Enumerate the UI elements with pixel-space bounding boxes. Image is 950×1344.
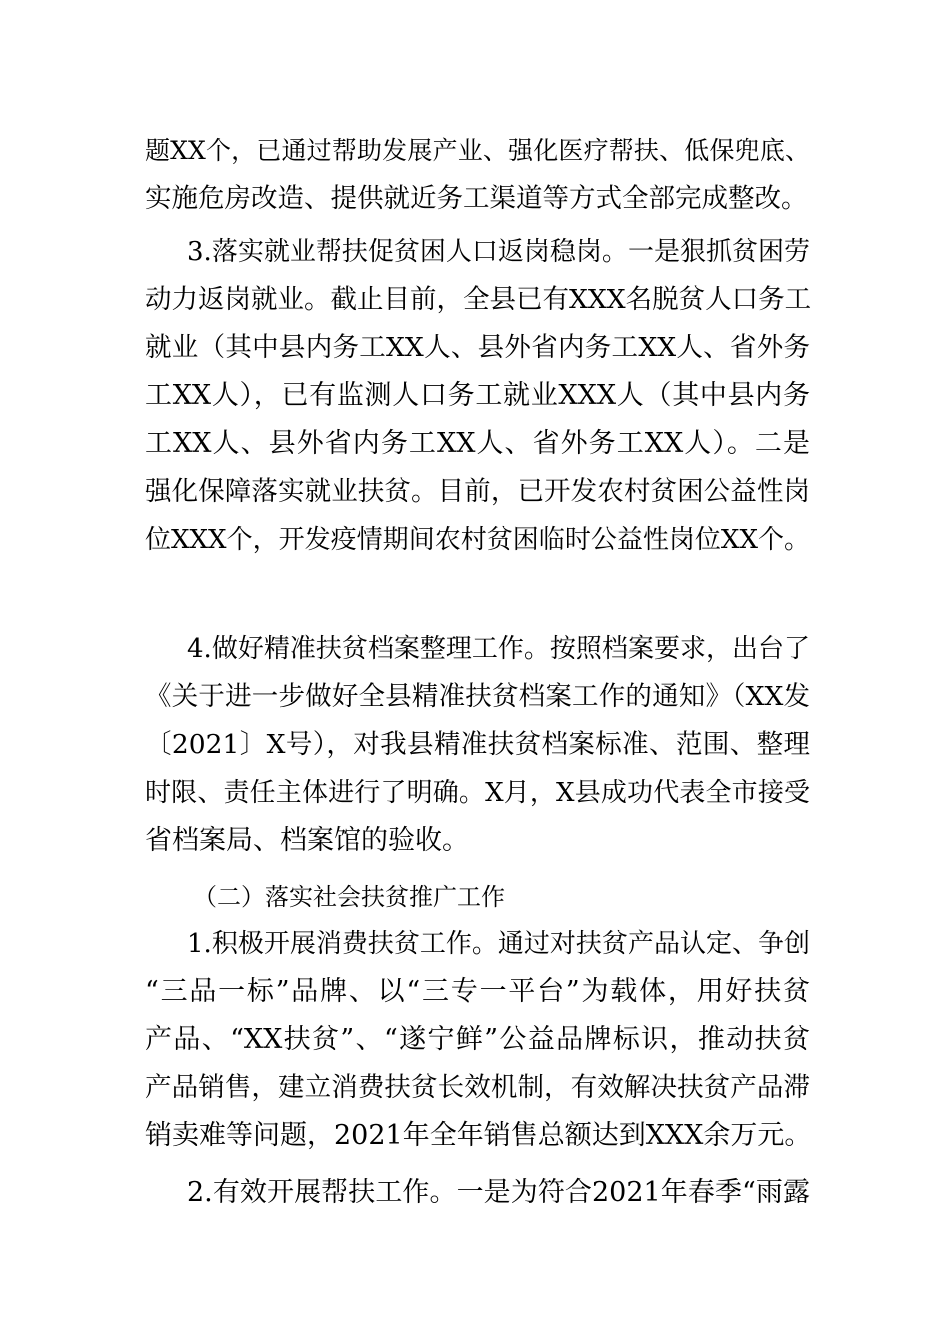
text-line: 4.做好精准扶贫档案整理工作。按照档案要求，出台了 — [187, 634, 810, 664]
text-line: 时限、责任主体进行了明确。X月，X县成功代表全市接受 — [145, 778, 810, 808]
paragraph-employment-assistance — [145, 228, 810, 564]
text-line: 省档案局、档案馆的验收。 — [145, 825, 469, 856]
text-line: 就业（其中县内务工XX人、县外省内务工XX人、省外务 — [145, 332, 810, 363]
text-line: 位XXX个，开发疫情期间农村贫困临时公益性岗位XX个。 — [145, 525, 810, 555]
section-heading-text: （二）落实社会扶贫推广工作 — [193, 883, 505, 911]
paragraph-archive-management — [145, 625, 810, 865]
paragraph-continuation — [145, 127, 810, 223]
text-line: 〔2021〕X号），对我县精准扶贫档案标准、范围、整理 — [145, 729, 810, 760]
text-line: 题XX个，已通过帮助发展产业、强化医疗帮扶、低保兜底、 — [145, 136, 810, 165]
text-line: 2.有效开展帮扶工作。一是为符合2021年春季“雨露 — [187, 1177, 810, 1208]
text-line: 产品、“XX扶贫”、“遂宁鲜”公益品牌标识，推动扶贫 — [145, 1024, 810, 1055]
section-heading — [145, 873, 810, 921]
paragraph-assistance-work — [145, 1169, 810, 1217]
text-line: 动力返岗就业。截止目前，全县已有XXX名脱贫人口务工 — [145, 284, 812, 315]
text-line: 强化保障落实就业扶贫。目前，已开发农村贫困公益性岗 — [145, 476, 810, 507]
text-line: “三品一标”品牌、以“三专一平台”为载体，用好扶贫 — [145, 976, 810, 1007]
text-line: 1.积极开展消费扶贫工作。通过对扶贫产品认定、争创 — [187, 929, 810, 959]
text-line: 工XX人、县外省内务工XX人、省外务工XX人）。二是 — [145, 428, 810, 459]
text-line: 工XX人），已有监测人口务工就业XXX人（其中县内务 — [145, 380, 810, 411]
text-line: 《关于进一步做好全县精准扶贫档案工作的通知》（XX发 — [145, 681, 810, 712]
text-line: 3.落实就业帮扶促贫困人口返岗稳岗。一是狠抓贫困劳 — [187, 237, 810, 267]
text-line: 产品销售，建立消费扶贫长效机制，有效解决扶贫产品滞 — [145, 1072, 810, 1103]
paragraph-consumption-poverty-alleviation — [145, 920, 810, 1160]
text-line: 销卖难等问题，2021年全年销售总额达到XXX余万元。 — [145, 1120, 812, 1151]
text-line: 实施危房改造、提供就近务工渠道等方式全部完成整改。 — [145, 183, 808, 214]
